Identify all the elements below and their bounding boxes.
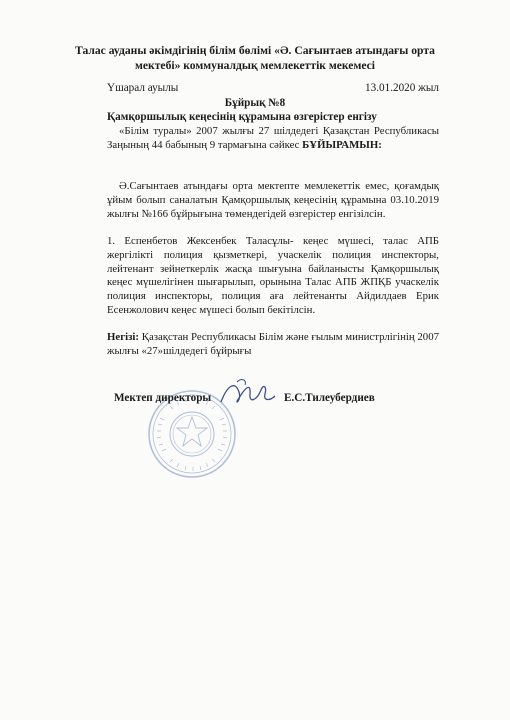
basis-label: Негізі: [107,331,140,343]
place: Үшарал ауылы [107,82,179,94]
basis-text: Қазақстан Республикасы Білім және ғылым министрлігінің 2007 жылғы «27»шілдедегі бұйрығы [107,331,439,357]
paragraph-item-1: 1. Еспенбетов Жексенбек Таласұлы- кеңес мүшесі, талас АПБ жергілікті полиция қызметкері, учаскелік полиция инспекторы, лейтенант зейнеткерлік жасқа шығуына байланысты Қамқоршылық кеңес мүшелігінен шығарылып, орынына Талас АПБ ЖПҚБ учаскелік полиция инспекторы, полиция аға лейтенанты Айдилдаев Ерик Есенжолович кеңес мүшесі болып бекітілсін. [107,235,439,316]
header-line-1: Талас ауданы әкімдігінің білім бөлімі «Ә. Сағынтаев атындағы орта [75,44,435,57]
signatory-name: Е.С.Тилеубердиев [284,392,375,404]
paragraph-legal-basis [107,125,439,153]
order-subject: Қамқоршылық кеңесінің құрамына өзгерістер енгізу [107,111,377,123]
signature-block [114,390,444,420]
paragraph-changes: Ә.Сағынтаев атындағы орта мектепте мемлекеттік емес, қоғамдық ұйым болып саналатын Қамқоршылық кеңесінің құрамына 03.10.2019 жылғы №166 бұйрығына төмендегідей өзгерістер енгізілсін. [107,180,439,220]
header-line-2: мектебі» коммуналдық мемлекеттік мекемесі [135,58,375,72]
document-header [70,44,440,73]
handwritten-signature-icon [217,376,277,414]
signatory-title: Мектеп директоры [114,392,212,404]
paragraph-legal-basis-text: «Білім туралы» 2007 жылғы 27 шілдедегі Қазақстан Республикасы Заңының 44 бабының 9 тармағына сәйкес [107,125,439,151]
date: 13.01.2020 жыл [365,82,439,94]
place-date-row [107,81,439,95]
order-keyword: БҰЙЫРАМЫН: [302,138,382,151]
order-number: Бұйрық №8 [224,97,286,109]
basis-paragraph [107,331,439,359]
